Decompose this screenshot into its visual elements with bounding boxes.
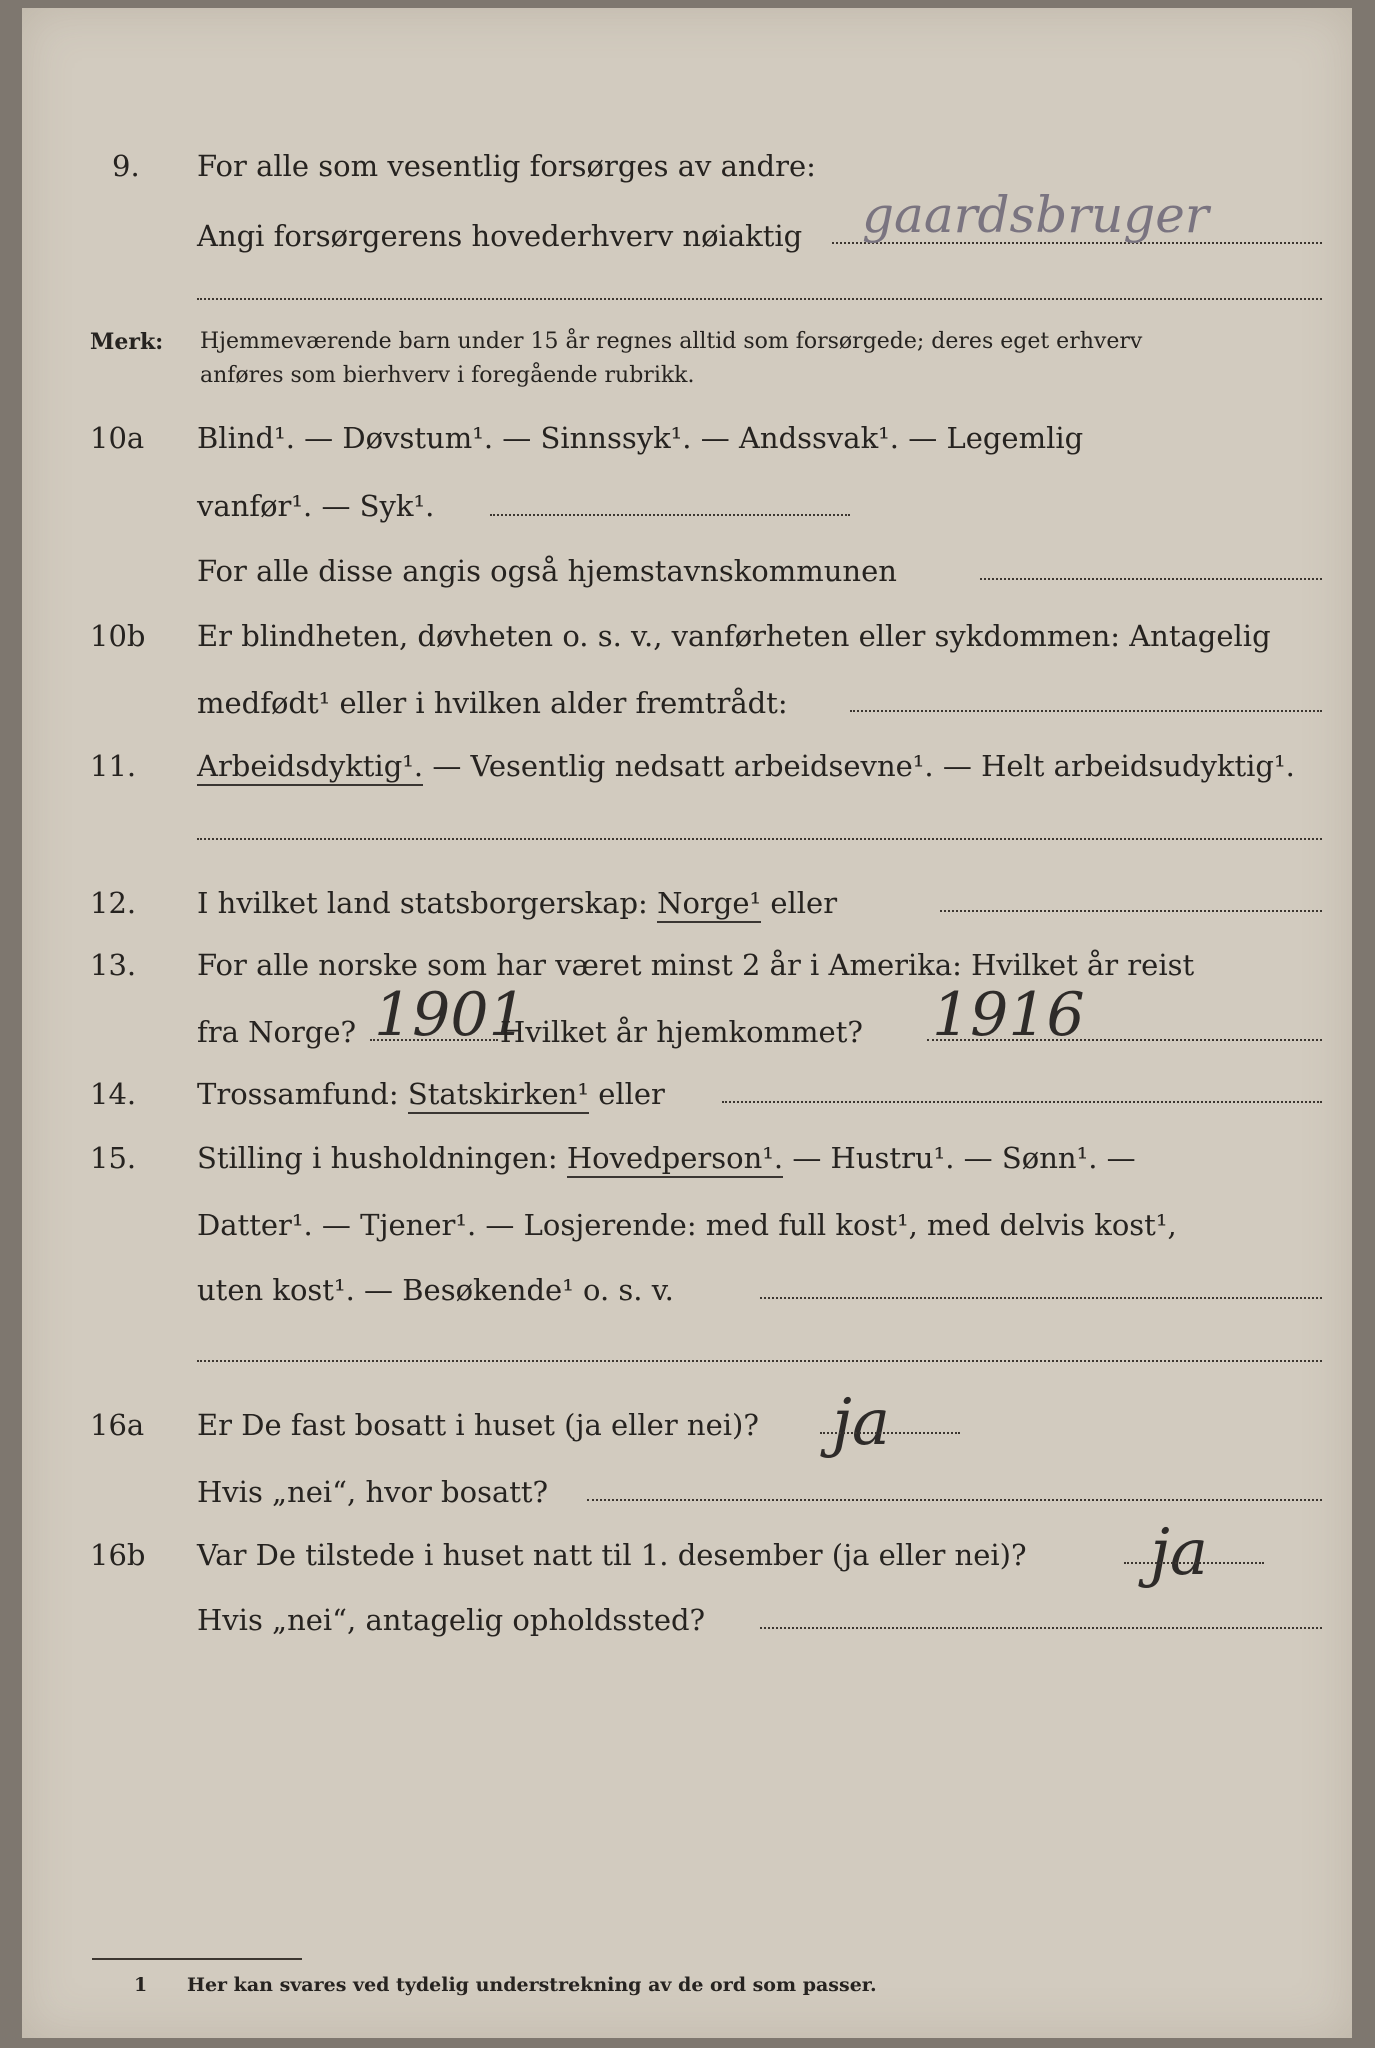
- q10b-alder-line: [850, 710, 1322, 712]
- q13-hjemkommet-label: Hvilket år hjemkommet?: [500, 1015, 863, 1049]
- q13-line1: For alle norske som har været minst 2 år i Amerika: Hvilket år reist: [197, 948, 1195, 982]
- q9-handwritten-answer: gaardsbruger: [862, 186, 1209, 244]
- q14-question: Trossamfund:: [197, 1077, 399, 1111]
- q14-line: [197, 1074, 665, 1114]
- merk-line1: Hjemmeværende barn under 15 år regnes alltid som forsørgede; deres eget erhverv: [200, 329, 1143, 354]
- q16b-opholdssted-line: [760, 1627, 1322, 1629]
- q11-other-options: — Vesentlig nedsatt arbeidsevne¹. — Helt arbeidsudyktig¹.: [432, 749, 1295, 783]
- q10a-line2: vanfør¹. — Syk¹.: [197, 489, 435, 523]
- q10b-number: 10b: [90, 619, 146, 653]
- q10a-kommune-line: [980, 578, 1322, 580]
- q16b-line1: Var De tilstede i huset natt til 1. desember (ja eller nei)?: [197, 1538, 1027, 1572]
- q16b-handwritten-answer: ja: [1150, 1516, 1208, 1590]
- q15-extra-line: [197, 1360, 1322, 1362]
- q11-option-arbeidsdyktig[interactable]: Arbeidsdyktig¹.: [197, 749, 423, 786]
- q9-line2: Angi forsørgerens hovederhverv nøiaktig: [197, 219, 803, 253]
- q16a-handwritten-answer: ja: [832, 1386, 890, 1460]
- q13-answer-reist: 1901: [374, 980, 527, 1050]
- q9-extra-line: [197, 298, 1322, 300]
- q15-line3: uten kost¹. — Besøkende¹ o. s. v.: [197, 1273, 674, 1307]
- q14-number: 14.: [90, 1077, 137, 1111]
- q10a-line3: For alle disse angis også hjemstavnskommunen: [197, 554, 897, 588]
- q15-option-hovedperson[interactable]: Hovedperson¹.: [567, 1141, 783, 1178]
- footnote-mark: 1: [134, 1974, 148, 1996]
- q15-line1: [197, 1138, 1136, 1178]
- footnote-rule: [92, 1958, 302, 1960]
- q16a-bosatt-line: [587, 1499, 1322, 1501]
- merk-line2: anføres som bierhverv i foregående rubrikk.: [200, 363, 695, 388]
- q11-number: 11.: [90, 749, 137, 783]
- q10b-line2: medfødt¹ eller i hvilken alder fremtrådt:: [197, 686, 788, 720]
- q16a-answer-line: [820, 1432, 960, 1434]
- q10b-line1: Er blindheten, døvheten o. s. v., vanførheten eller sykdommen: Antagelig: [197, 619, 1271, 653]
- q14-option-statskirken[interactable]: Statskirken¹: [408, 1077, 589, 1114]
- q12-option-norge[interactable]: Norge¹: [657, 886, 761, 923]
- q9-line1: For alle som vesentlig forsørges av andre:: [197, 149, 816, 183]
- q14-eller: eller: [598, 1077, 665, 1111]
- q16a-number: 16a: [90, 1408, 145, 1442]
- q15-stilling-line: [760, 1297, 1322, 1299]
- q12-eller: eller: [770, 886, 838, 920]
- q12-line: [197, 883, 837, 923]
- q15-options-1: — Hustru¹. — Sønn¹. —: [792, 1141, 1136, 1175]
- q11-extra-line: [197, 838, 1322, 840]
- q12-land-line: [940, 910, 1322, 912]
- q15-question: Stilling i husholdningen:: [197, 1141, 558, 1175]
- q15-line2: Datter¹. — Tjener¹. — Losjerende: med full kost¹, med delvis kost¹,: [197, 1208, 1177, 1242]
- q9-number: 9.: [112, 149, 140, 183]
- q16b-number: 16b: [90, 1538, 146, 1572]
- q10a-line1: Blind¹. — Døvstum¹. — Sinnssyk¹. — Andssvak¹. — Legemlig: [197, 421, 1084, 455]
- q12-number: 12.: [90, 886, 137, 920]
- q15-number: 15.: [90, 1141, 137, 1175]
- q14-trossamfund-line: [722, 1101, 1322, 1103]
- q10a-number: 10a: [90, 421, 145, 455]
- q16a-line2: Hvis „nei“, hvor bosatt?: [197, 1475, 549, 1509]
- q16b-answer-line: [1124, 1562, 1264, 1564]
- q13-reist-label: fra Norge?: [197, 1015, 357, 1049]
- q13-answer-hjemkommet: 1916: [932, 980, 1085, 1050]
- q13-number: 13.: [90, 948, 137, 982]
- q12-question: I hvilket land statsborgerskap:: [197, 886, 648, 920]
- q16a-line1: Er De fast bosatt i huset (ja eller nei)?: [197, 1408, 759, 1442]
- q11-line: [197, 746, 1295, 786]
- census-form-sheet: [22, 8, 1352, 2038]
- merk-label: Merk:: [90, 329, 164, 355]
- q16b-line2: Hvis „nei“, antagelig opholdssted?: [197, 1603, 706, 1637]
- q10a-syk-line: [490, 514, 850, 516]
- footnote-text: Her kan svares ved tydelig understrekning av de ord som passer.: [187, 1974, 877, 1996]
